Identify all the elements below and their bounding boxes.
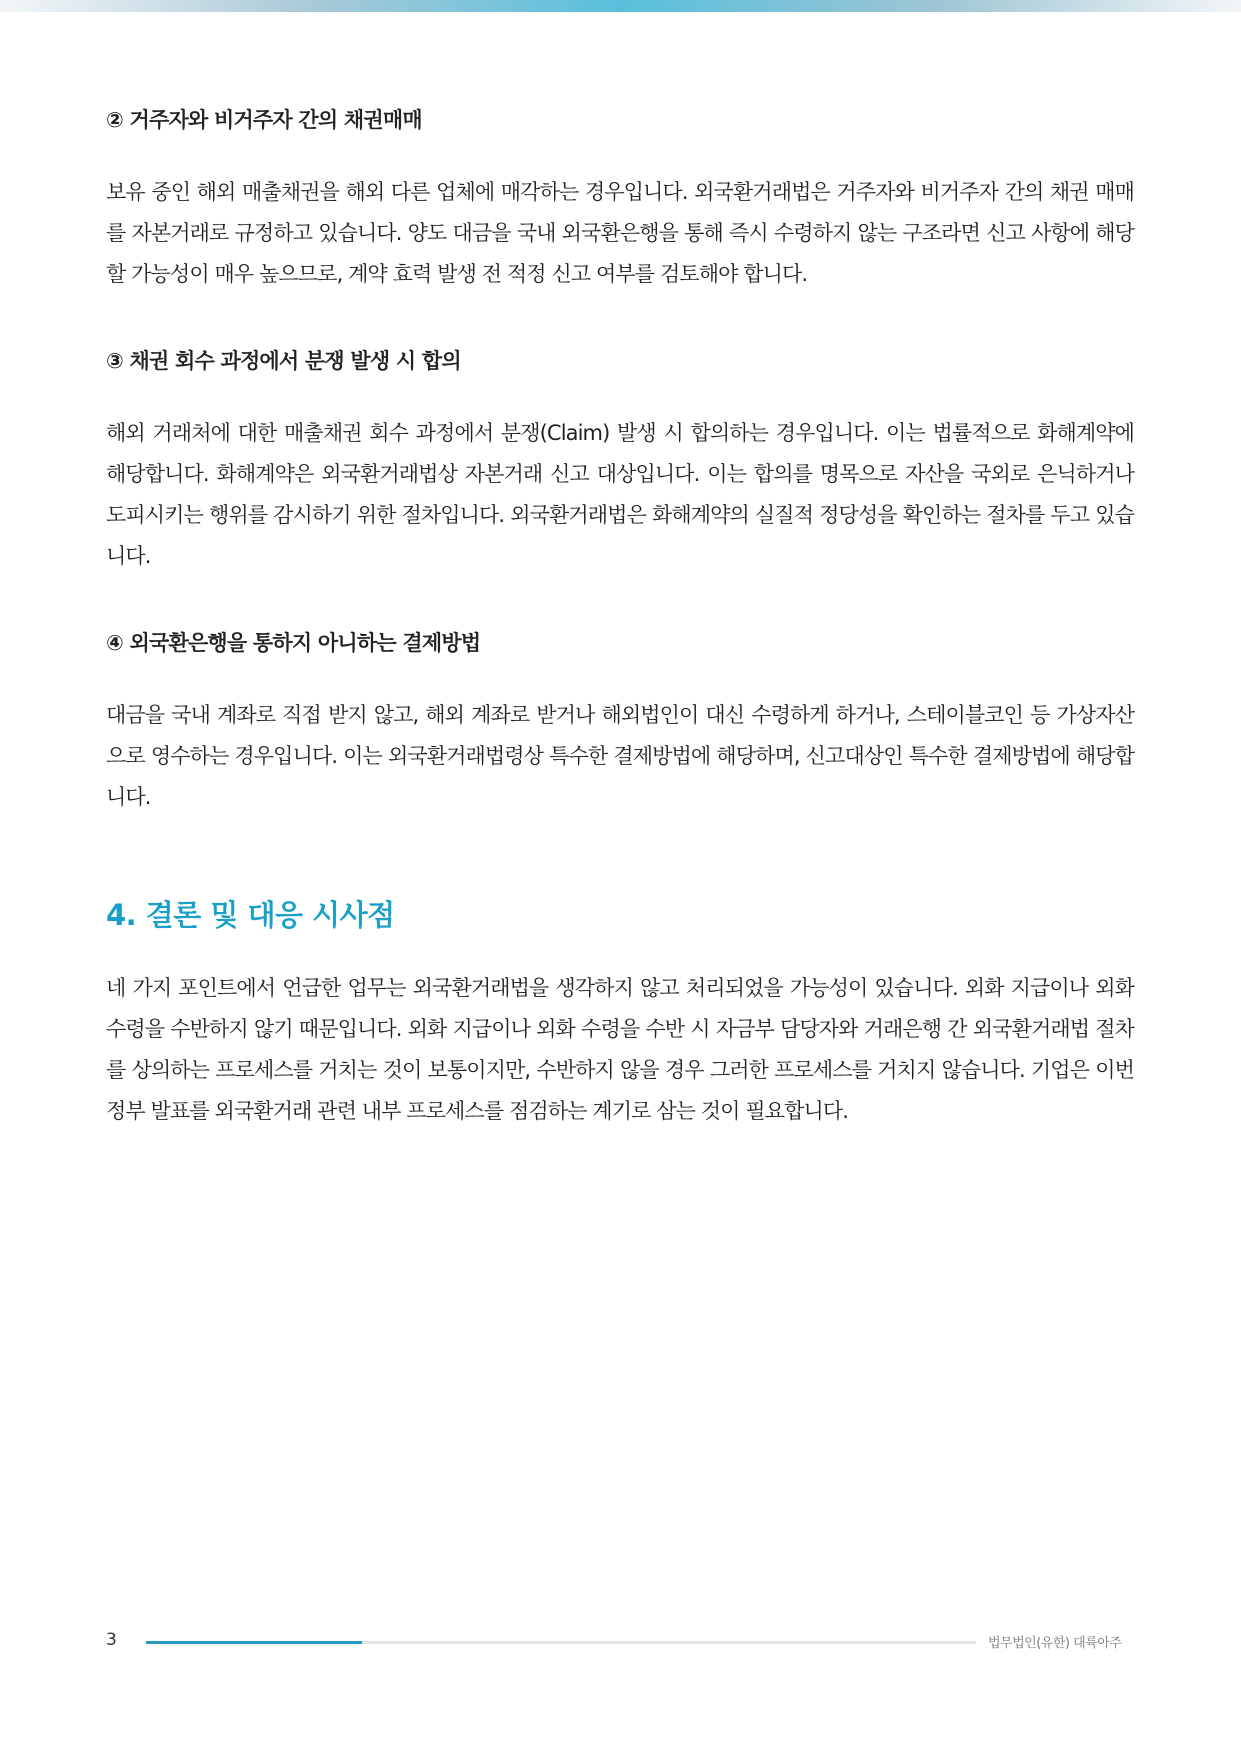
subsection-body: 해외 거래처에 대한 매출채권 회수 과정에서 분쟁(Claim) 발생 시 합의하는 경우입니다. 이는 법률적으로 화해계약에 해당합니다. 화해계약은 외국환거래법상 자본거래 신고 대상입니다. 이는 합의를 명목으로 자산을 국외로 은닉하거나 도피시키는 행위를 감시하기 위한 절차입니다. 외국환거래법은 화해계약의 실질적 정당성을 확인하는 절차를 두고 있습니다.: [106, 421, 1134, 568]
footer-brand: 법무법인(유한) 대륙아주: [988, 1636, 1122, 1651]
subsection-body: 보유 중인 해외 매출채권을 해외 다른 업체에 매각하는 경우입니다. 외국환거래법은 거주자와 비거주자 간의 채권 매매를 자본거래로 규정하고 있습니다. 양도 대금을 국내 외국환은행을 통해 즉시 수령하지 않는 구조라면 신고 사항에 해당할 가능성이 매우 높으므로, 계약 효력 발생 전 적정 신고 여부를 검토해야 합니다.: [106, 180, 1134, 286]
subsection-heading: ③ 채권 회수 과정에서 분쟁 발생 시 합의: [106, 349, 461, 373]
subsection-body: 대금을 국내 계좌로 직접 받지 않고, 해외 계좌로 받거나 해외법인이 대신 수령하게 하거나, 스테이블코인 등 가상자산으로 영수하는 경우입니다. 이는 외국환거래법령상 특수한 결제방법에 해당하며, 신고대상인 특수한 결제방법에 해당합니다.: [106, 703, 1134, 809]
section-title: 4. 결론 및 대응 시사점: [106, 898, 395, 932]
subsection-heading: ② 거주자와 비거주자 간의 채권매매: [106, 108, 422, 132]
page-number: 3: [106, 1630, 117, 1650]
conclusion-body: 네 가지 포인트에서 언급한 업무는 외국환거래법을 생각하지 않고 처리되었을 가능성이 있습니다. 외화 지급이나 외화 수령을 수반하지 않기 때문입니다. 외화 지급이나 외화 수령을 수반 시 자금부 담당자와 거래은행 간 외국환거래법 절차를 상의하는 프로세스를 거치는 것이 보통이지만, 수반하지 않을 경우 그러한 프로세스를 거치지 않습니다. 기업은 이번 정부 발표를 외국환거래 관련 내부 프로세스를 점검하는 계기로 삼는 것이 필요합니다.: [106, 976, 1134, 1123]
subsection-4: [106, 627, 1134, 818]
subsection-2: [106, 104, 1134, 295]
page-progress-bar: [146, 1641, 976, 1644]
subsection-3: [106, 345, 1134, 577]
top-gradient-bar: [0, 0, 1241, 12]
page-progress-fill: [146, 1641, 362, 1644]
subsection-heading: ④ 외국환은행을 통하지 아니하는 결제방법: [106, 631, 481, 655]
conclusion-section: [106, 893, 1134, 1132]
